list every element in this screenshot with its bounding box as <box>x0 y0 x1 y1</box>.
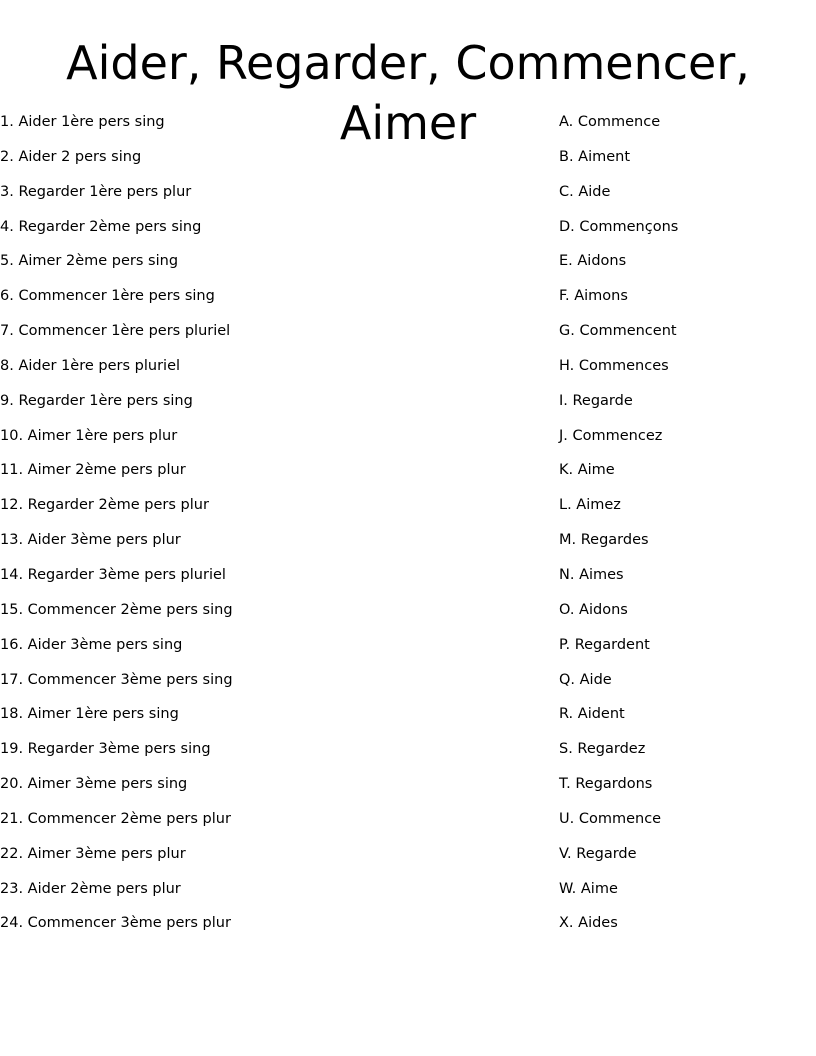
question-item: 17. Commencer 3ème pers sing <box>0 671 233 688</box>
answer-item: B. Aiment <box>559 148 631 165</box>
question-item: 21. Commencer 2ème pers plur <box>0 810 231 827</box>
answer-item: O. Aidons <box>559 601 628 618</box>
question-item: 2. Aider 2 pers sing <box>0 148 142 165</box>
question-item: 4. Regarder 2ème pers sing <box>0 218 202 235</box>
question-item: 20. Aimer 3ème pers sing <box>0 776 188 793</box>
answer-item: F. Aimons <box>559 288 628 305</box>
answer-item: J. Commencez <box>559 427 663 444</box>
answer-item: R. Aident <box>559 706 625 723</box>
answer-item: U. Commence <box>559 810 662 827</box>
question-item: 6. Commencer 1ère pers sing <box>0 288 215 305</box>
answer-item: X. Aides <box>559 915 618 932</box>
answer-item: E. Aidons <box>559 253 627 270</box>
answer-item: K. Aime <box>559 462 615 479</box>
answer-item: G. Commencent <box>559 323 677 340</box>
answer-item: L. Aimez <box>559 497 621 514</box>
question-item: 10. Aimer 1ère pers plur <box>0 427 178 444</box>
question-item: 13. Aider 3ème pers plur <box>0 532 181 549</box>
answer-list <box>559 110 809 946</box>
question-item: 7. Commencer 1ère pers pluriel <box>0 323 231 340</box>
answer-item: A. Commence <box>559 114 661 130</box>
question-item: 22. Aimer 3ème pers plur <box>0 845 186 862</box>
answer-item: S. Regardez <box>559 741 646 758</box>
answer-item: M. Regardes <box>559 532 649 549</box>
question-item: 12. Regarder 2ème pers plur <box>0 497 209 514</box>
answer-item: N. Aimes <box>559 566 624 583</box>
question-item: 16. Aider 3ème pers sing <box>0 636 183 653</box>
question-item: 5. Aimer 2ème pers sing <box>0 253 179 270</box>
answer-item: W. Aime <box>559 880 618 897</box>
question-item: 3. Regarder 1ère pers plur <box>0 183 192 200</box>
question-item: 11. Aimer 2ème pers plur <box>0 462 186 479</box>
question-item: 1. Aider 1ère pers sing <box>0 114 165 130</box>
question-item: 19. Regarder 3ème pers sing <box>0 741 211 758</box>
question-item: 8. Aider 1ère pers pluriel <box>0 357 181 374</box>
answer-item: D. Commençons <box>559 218 679 235</box>
answer-item: Q. Aide <box>559 671 612 688</box>
question-item: 18. Aimer 1ère pers sing <box>0 706 179 723</box>
question-item: 23. Aider 2ème pers plur <box>0 880 181 897</box>
answer-item: P. Regardent <box>559 636 650 653</box>
answer-item: C. Aide <box>559 183 611 200</box>
question-item: 15. Commencer 2ème pers sing <box>0 601 233 618</box>
answer-item: H. Commences <box>559 357 669 374</box>
page-title: Aider, Regarder, Commencer, Aimer <box>66 36 750 150</box>
answer-item: T. Regardons <box>559 776 653 793</box>
question-item: 24. Commencer 3ème pers plur <box>0 915 231 932</box>
answer-item: V. Regarde <box>559 845 637 862</box>
question-item: 14. Regarder 3ème pers pluriel <box>0 566 226 583</box>
answer-item: I. Regarde <box>559 392 633 409</box>
question-list <box>0 110 520 946</box>
question-item: 9. Regarder 1ère pers sing <box>0 392 193 409</box>
